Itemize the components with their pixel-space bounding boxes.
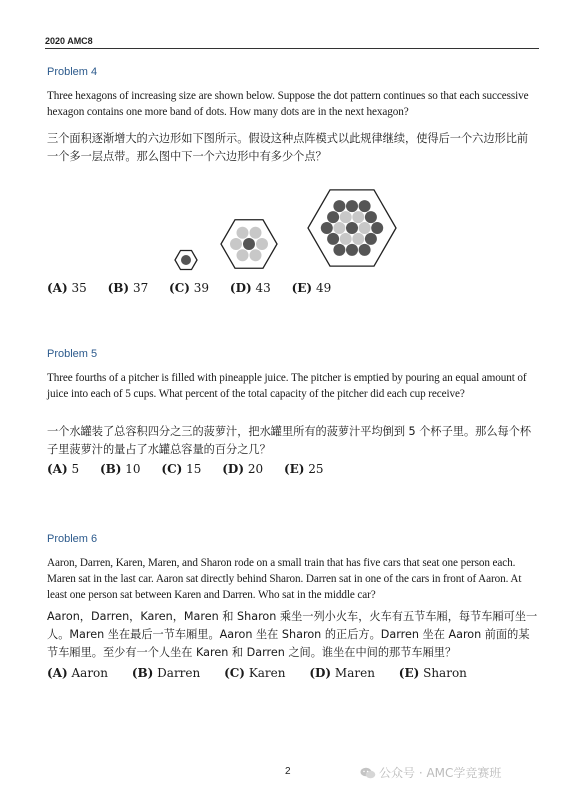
choice-e[interactable]: (E) 25 xyxy=(283,462,324,476)
hexagon-2-dot xyxy=(230,238,242,250)
hexagon-2-dot xyxy=(250,227,262,239)
problem-5-title: Problem 5 xyxy=(47,348,98,360)
hexagon-1-dot xyxy=(181,255,191,265)
choice-c[interactable]: (C) 39 xyxy=(169,281,210,295)
hexagon-2-dot xyxy=(243,238,255,250)
hexagon-2-dot xyxy=(237,227,249,239)
choice-c[interactable]: (C) 15 xyxy=(161,462,202,476)
problem-5-english: Three fourths of a pitcher is filled with pineapple juice. The pitcher is emptied by pouring an equal amount of juice into each of 5 cups. What percent of the total capacity of the pitcher did each cup receive? xyxy=(47,372,527,400)
watermark: 公众号 · AMC学竞赛班 xyxy=(360,764,501,781)
choice-c[interactable]: (C) Karen xyxy=(224,666,286,680)
choice-b[interactable]: (B) Darren xyxy=(131,666,201,680)
problem-4-english: Three hexagons of increasing size are shown below. Suppose the dot pattern continues so that each successive hexagon contains one more band of dots. How many dots are in the next hexagon? xyxy=(47,90,529,118)
choice-d[interactable]: (D) 20 xyxy=(222,462,264,476)
hexagon-3-dot xyxy=(340,233,352,245)
choice-a[interactable]: (A) 5 xyxy=(47,462,80,476)
problem-6-english: Aaron, Darren, Karen, Maren, and Sharon rode on a small train that has five cars that seat one person each. Maren sat in the last car. Aaron sat directly behind Sharon. Darren sat in one of the cars in front of Aaron. At least one person sat between Karen and Darren. Who sat in the middle car? xyxy=(47,557,522,601)
hexagon-3-dot xyxy=(365,211,377,223)
hexagon-3-dot xyxy=(321,222,333,234)
problem-4-title: Problem 4 xyxy=(47,66,98,78)
wechat-icon xyxy=(360,767,376,779)
choice-a[interactable]: (A) 35 xyxy=(47,281,87,295)
hexagon-3-dot xyxy=(346,244,358,256)
hexagon-3-dot xyxy=(333,222,345,234)
hexagon-2-dot xyxy=(250,249,262,261)
hexagon-dot-figure xyxy=(170,182,410,277)
page-number: 2 xyxy=(285,766,291,777)
hexagon-3-dot xyxy=(327,211,339,223)
problem-6-chinese: Aaron，Darren，Karen，Maren 和 Sharon 乘坐一列小火车，火车有五节车厢，每节车厢可坐一人。Maren 坐在最后一节车厢里。Aaron 坐在 Sharon 的正后方。Darren 坐在 Aaron 前面的某节车厢里。至少有一个人坐在 Karen 和 Darren 之间。谁坐在中间的那节车厢里？ xyxy=(47,610,538,659)
hexagon-3-dot xyxy=(371,222,383,234)
hexagon-3-dot xyxy=(327,233,339,245)
hexagon-3-dot xyxy=(352,233,364,245)
choice-d[interactable]: (D) 43 xyxy=(229,281,271,295)
choice-e[interactable]: (E) Sharon xyxy=(398,666,467,680)
choice-b[interactable]: (B) 10 xyxy=(99,462,141,476)
hexagon-3-dot xyxy=(365,233,377,245)
hexagon-3-dot xyxy=(333,244,345,256)
problem-5-chinese: 一个水罐装了总容积四分之三的菠萝汁，把水罐里所有的菠萝汁平均倒到 5 个杯子里。那么每个杯子里菠萝汁的量占了水罐总容量的百分之几？ xyxy=(47,425,532,456)
hexagon-3-dot xyxy=(346,222,358,234)
page-header: 2020 AMC8 xyxy=(45,36,539,49)
hexagon-3-dot xyxy=(359,222,371,234)
hexagon-3-dot xyxy=(352,211,364,223)
problem-4-choices xyxy=(47,281,331,295)
problem-5-choices xyxy=(47,462,324,476)
hexagon-2-dot xyxy=(256,238,268,250)
hexagon-2-dot xyxy=(237,249,249,261)
choice-d[interactable]: (D) Maren xyxy=(309,666,375,680)
problem-6-title: Problem 6 xyxy=(47,533,98,545)
hexagon-3-dot xyxy=(333,200,345,212)
hexagon-3-dot xyxy=(340,211,352,223)
choice-e[interactable]: (E) 49 xyxy=(291,281,332,295)
problem-4-chinese: 三个面积逐渐增大的六边形如下图所示。假设这种点阵模式以此规律继续，使得后一个六边形比前一个多一层点带。那么图中下一个六边形中有多少个点？ xyxy=(47,132,529,163)
choice-a[interactable]: (A) Aaron xyxy=(47,666,109,680)
hexagon-3-dot xyxy=(359,244,371,256)
hexagon-3-dot xyxy=(346,200,358,212)
choice-b[interactable]: (B) 37 xyxy=(107,281,149,295)
hexagon-3-dot xyxy=(359,200,371,212)
problem-6-choices xyxy=(47,666,467,680)
